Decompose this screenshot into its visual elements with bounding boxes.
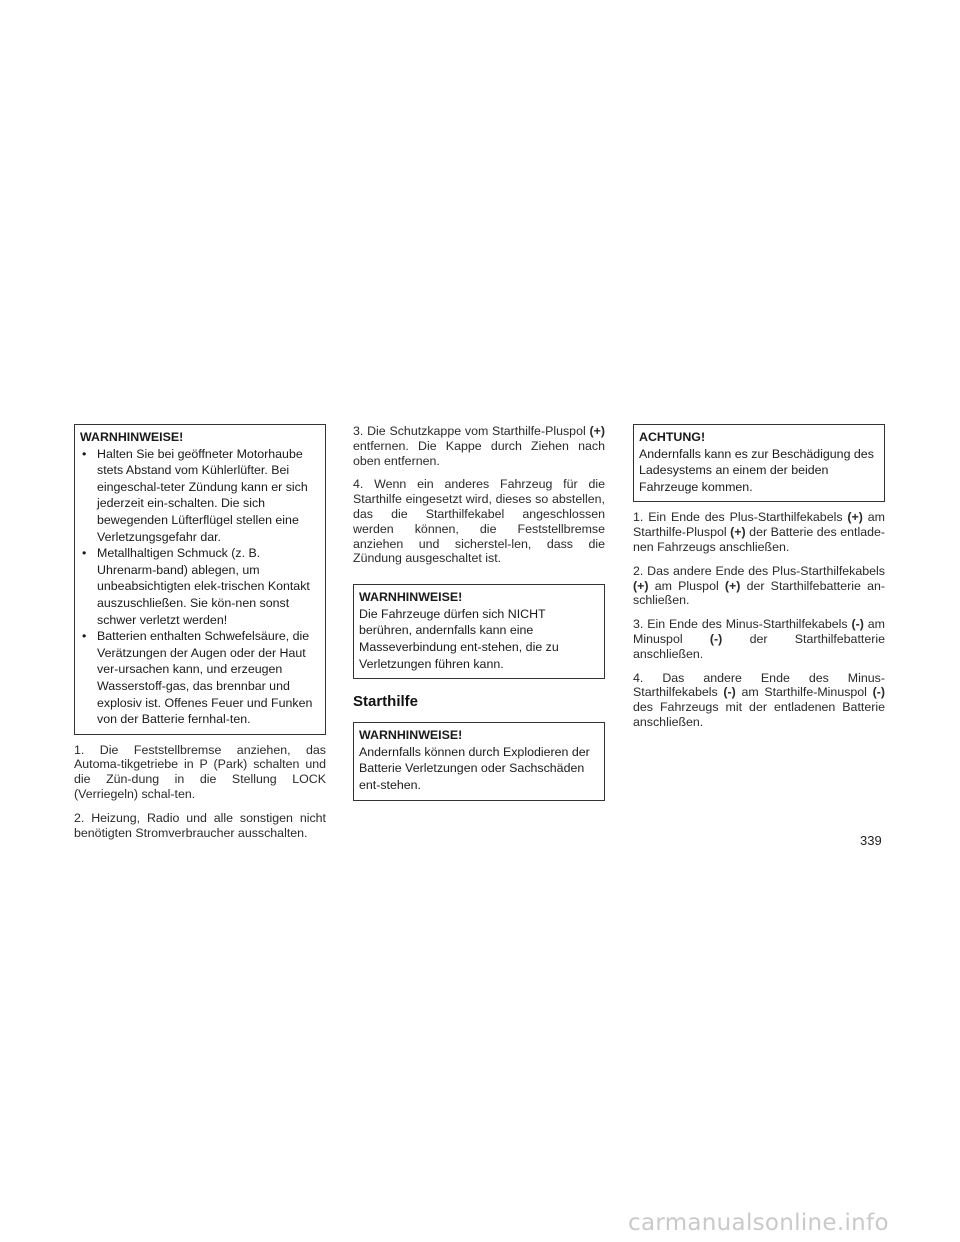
step-text: der Batterie des entlade-nen Fahrzeugs anschließen.: [633, 525, 885, 554]
caution-box-charging-system: [633, 424, 885, 502]
column-middle: [353, 424, 605, 809]
column-left: [74, 424, 326, 849]
jump-step-1: [633, 510, 885, 554]
plus-symbol: (+): [847, 510, 863, 525]
step-text: am Minuspol: [633, 617, 885, 646]
caution-title: ACHTUNG!: [639, 430, 706, 444]
step-4-helper-vehicle: 4. Wenn ein anderes Fahrzeug für die Starthilfe eingesetzt wird, dieses so abstellen, das die Starthilfekabel angeschlossen werden können, die Feststellbremse anziehen und sicherstel-len, dass die Zündung ausgeschaltet ist.: [353, 477, 605, 566]
watermark: carmanualsonline.info: [628, 1210, 889, 1236]
step-text: am Starthilfe-Minuspol: [741, 685, 867, 700]
warning-text: Die Fahrzeuge dürfen sich NICHT berühren, andernfalls kann eine Masseverbindung ent-stehen, die zu Verletzungen führen kann.: [359, 606, 559, 671]
warning-title: WARNHINWEISE!: [359, 590, 463, 605]
warning-item-acid: • Batterien enthalten Schwefelsäure, die Verätzungen der Augen oder der Haut ver-ursachen kann, und erzeugen Wasserstoff-gas, das brennbar und explosiv ist. Offenes Feuer und Funken von der Batterie fernhal-ten.: [80, 628, 320, 728]
warning-title: WARNHINWEISE!: [359, 728, 463, 743]
warning-box-battery-safety: [74, 424, 326, 735]
step-3-rest: entfernen. Die Kappe durch Ziehen nach oben entfernen.: [353, 438, 605, 468]
step-1-parking-brake: 1. Die Feststellbremse anziehen, das Automa-tikgetriebe in P (Park) schalten und die Zün-dung in die Stellung LOCK (Verriegeln) schal-ten.: [74, 742, 326, 802]
plus-symbol: (+): [633, 578, 649, 593]
warning-text: Andernfalls können durch Explodieren der Batterie Verletzungen oder Sachschäden ent-stehen.: [359, 744, 590, 792]
minus-symbol: (-): [723, 685, 736, 700]
step-text: am Starthilfe-Pluspol: [633, 510, 885, 540]
page-number: 339: [860, 833, 882, 848]
warning-list: [80, 446, 320, 728]
column-right: [633, 424, 885, 739]
plus-symbol: (+): [730, 525, 746, 540]
minus-symbol: (-): [709, 631, 723, 646]
jump-step-4: [633, 671, 885, 730]
plus-symbol: (+): [724, 578, 741, 593]
plus-symbol: (+): [589, 424, 605, 438]
step-text: der Starthilfebatterie an-schließen.: [633, 578, 885, 608]
jump-step-3: [633, 617, 885, 661]
warning-item-jewelry: • Metallhaltigen Schmuck (z. B. Uhrenarm-band) ablegen, um unbeabsichtigten elek-trischen Kontakt auszuschließen. Sie kön-nen sonst schwer verletzt werden!: [80, 545, 320, 628]
step-3-remove-cap: [353, 424, 605, 468]
step-text: 4. Das andere Ende des Minus-Starthilfekabels: [633, 670, 885, 700]
step-text: der Starthilfebatterie anschließen.: [633, 631, 885, 661]
step-2-consumers-off: 2. Heizung, Radio und alle sonstigen nicht benötigten Stromverbraucher ausschalten.: [74, 810, 326, 840]
caution-text: Andernfalls kann es zur Beschädigung des Ladesystems an einem der beiden Fahrzeuge kommen.: [639, 446, 874, 494]
minus-symbol: (-): [872, 685, 885, 700]
step-3-text: 3. Die Schutzkappe vom Starthilfe-Pluspol: [353, 424, 586, 438]
step-text: am Pluspol: [654, 578, 719, 593]
warning-box-no-contact: [353, 584, 605, 679]
step-text: 1. Ein Ende des Plus-Starthilfekabels: [633, 510, 843, 525]
step-text: des Fahrzeugs mit der entladenen Batterie anschließen.: [633, 700, 885, 729]
warning-box-explosion: [353, 722, 605, 800]
minus-symbol: (-): [851, 617, 864, 632]
section-heading-starthilfe: Starthilfe: [353, 693, 419, 711]
warning-item-fan: • Halten Sie bei geöffneter Motorhaube stets Abstand vom Kühlerlüfter. Bei eingeschal-teter Zündung kann er sich jederzeit ein-schalten. Die sich bewegenden Lüfterflügel stellen eine Verletzungsgefahr dar.: [80, 446, 320, 546]
step-text: 2. Das andere Ende des Plus-Starthilfekabels: [633, 563, 885, 578]
warning-title: WARNHINWEISE!: [80, 430, 184, 444]
jump-step-2: [633, 564, 885, 608]
step-text: 3. Ein Ende des Minus-Starthilfekabels: [633, 617, 848, 632]
